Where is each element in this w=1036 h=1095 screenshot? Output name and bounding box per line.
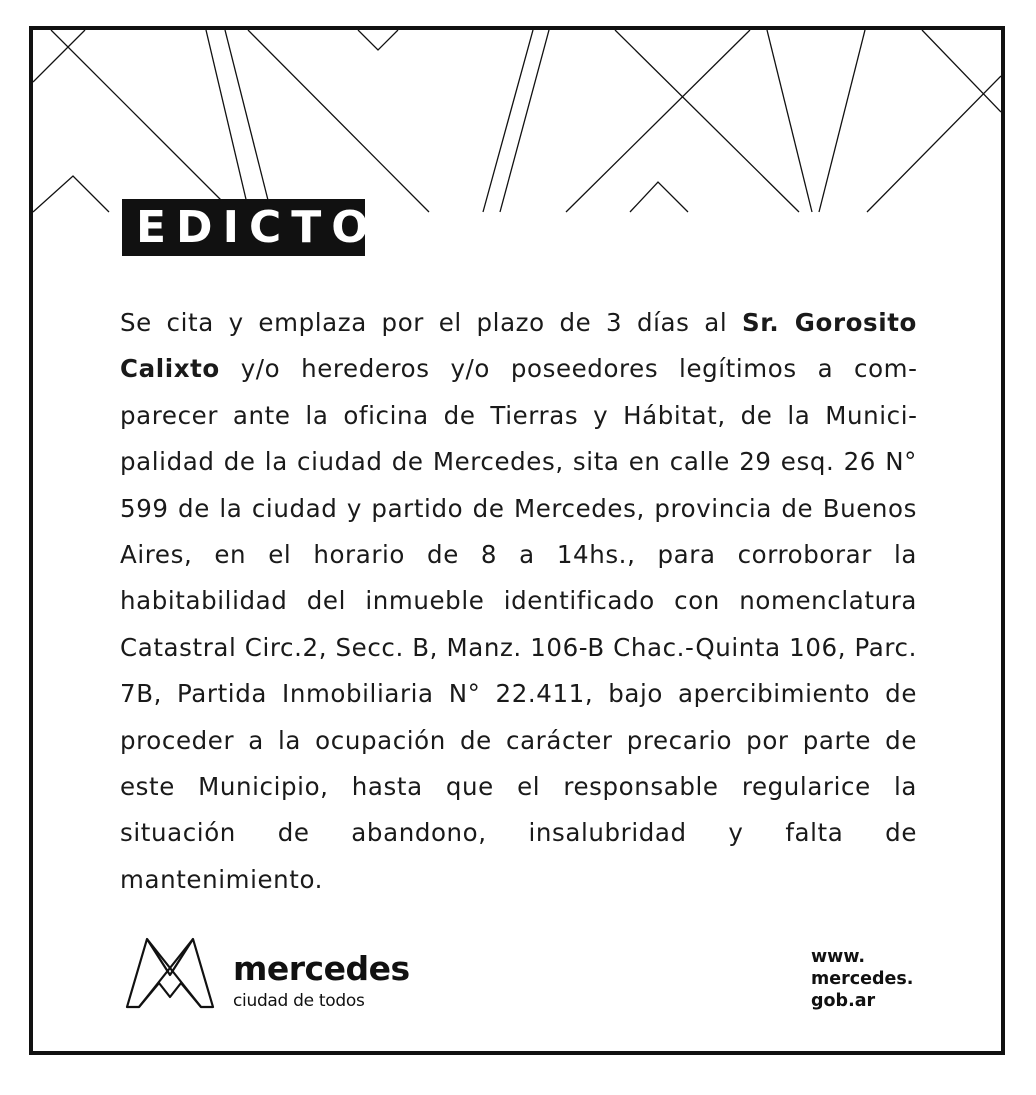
brand-tagline: ciudad de todos	[233, 991, 365, 1011]
geometric-line-pattern	[33, 30, 1001, 220]
body-intro: Se cita y emplaza por el plazo de 3 días al	[120, 308, 742, 337]
edict-title: EDICTO	[122, 199, 365, 256]
edict-body	[120, 300, 917, 903]
url-line: mercedes.	[811, 969, 914, 989]
person-name: Sr. Gorosito Calixto	[120, 308, 917, 384]
url-line: gob.ar	[811, 991, 876, 1011]
url-line: www.	[811, 947, 866, 967]
body-rest: y/o herederos y/o poseedores legítimos a comparecer ante la oficina de Tierras y Hábitat, de la Municipalidad de la ciudad de Mercedes, sita en calle 29 esq. 26 N° 599 de la ciudad y partido de Mercedes, provincia de Buenos Aires, en el horario de 8 a 14hs., para corroborar la habitabilidad del inmueble identificado con nomenclatura Catastral Circ.2, Secc. B, Manz. 106-B Chac.-Quinta 106, Parc. 7B, Partida Inmobiliaria N° 22.411, bajo apercibimiento de proceder a la ocupación de carácter precario por parte de este Municipio, hasta que el responsable regularice la situación de abandono, insalubridad y falta de mantenimiento.	[120, 354, 917, 894]
brand-name: mercedes	[233, 949, 410, 988]
mercedes-logo-icon	[125, 935, 215, 1011]
edict-frame	[29, 26, 1005, 1055]
website-url	[811, 946, 913, 1012]
